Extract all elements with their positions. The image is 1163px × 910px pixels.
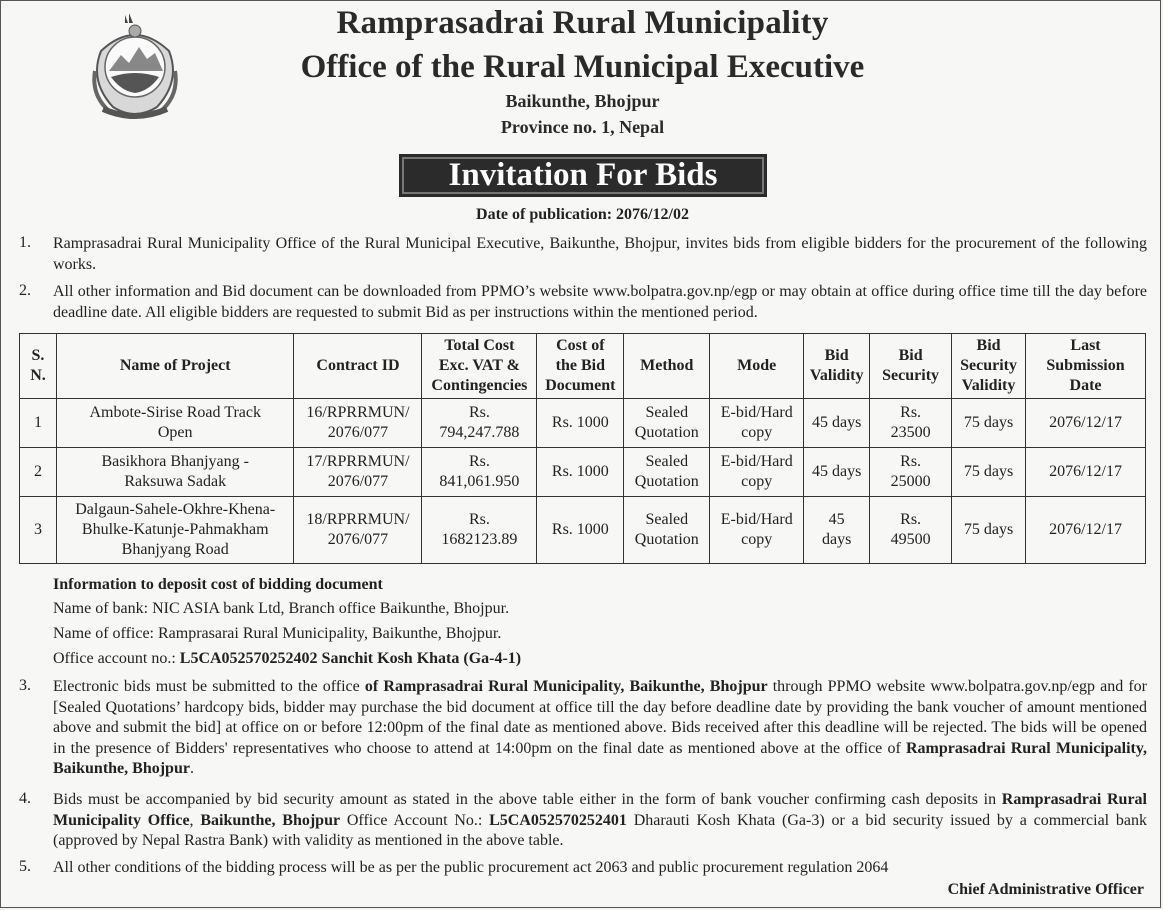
header-security-validity: Bid Security Validity bbox=[952, 334, 1026, 399]
cell-bid-validity: 45 days bbox=[804, 497, 870, 564]
cell-mode: E-bid/Hard copy bbox=[710, 448, 804, 497]
deposit-office: Name of office: Ramprasarai Rural Municipality, Baikunthe, Bhojpur. bbox=[53, 625, 502, 642]
item-number: 2. bbox=[19, 282, 31, 299]
cell-method: Sealed Quotation bbox=[624, 497, 710, 564]
cell-name: Ambote-Sirise Road Track Open bbox=[56, 399, 294, 448]
paragraph-5: All other conditions of the bidding process will be as per the public procurement act 2063 and public procurement regulation 2064 bbox=[53, 859, 889, 876]
cell-doc-cost: Rs. 1000 bbox=[537, 399, 624, 448]
header-mode: Mode bbox=[710, 334, 804, 399]
item-number: 4. bbox=[19, 790, 31, 807]
cell-sn: 2 bbox=[20, 448, 57, 497]
deposit-account: Office account no.: L5CA052570252402 Sanchit Kosh Khata (Ga-4-1) bbox=[53, 650, 522, 667]
cell-last-date: 2076/12/17 bbox=[1026, 399, 1146, 448]
cell-contract: 16/RPRRMUN/ 2076/077 bbox=[294, 399, 422, 448]
cell-last-date: 2076/12/17 bbox=[1026, 497, 1146, 564]
deposit-heading: Information to deposit cost of bidding document bbox=[53, 576, 383, 593]
cell-bid-security: Rs. 23500 bbox=[870, 399, 952, 448]
cell-method: Sealed Quotation bbox=[624, 448, 710, 497]
deposit-bank: Name of bank: NIC ASIA bank Ltd, Branch office Baikunthe, Bhojpur. bbox=[53, 600, 510, 617]
cell-bid-security: Rs. 25000 bbox=[870, 448, 952, 497]
cell-doc-cost: Rs. 1000 bbox=[537, 448, 624, 497]
header-last-date: Last Submission Date bbox=[1026, 334, 1146, 399]
address-line: Baikunthe, Bhojpur bbox=[505, 91, 660, 111]
item-number: 5. bbox=[19, 858, 31, 875]
cell-bid-validity: 45 days bbox=[804, 399, 870, 448]
bids-table bbox=[19, 333, 1146, 564]
header-contract: Contract ID bbox=[294, 334, 422, 399]
cell-bid-security: Rs. 49500 bbox=[870, 497, 952, 564]
office-title: Office of the Rural Municipal Executive bbox=[300, 49, 865, 85]
paragraph-3: Electronic bids must be submitted to the office of Ramprasadrai Rural Municipality, Baikunthe, Bhojpur through PPMO website www.bolpatra.gov.np/egp and for [Sealed Quotations’ hardcopy bids, bidder may purchase the bid document at office till the day before deadline date by providing the bank voucher of amount mentioned above and submit the bid] at office on or before 12:00pm of the final date as mentioned above. Bids received after this deadline will be rejected. The bids will be opened in the presence of Bidders' representatives who choose to attend at 14:00pm on the final date as mentioned above at the office of Ramprasadrai Rural Municipality, Baikunthe, Bhojpur. bbox=[53, 678, 1148, 777]
cell-total-cost: Rs. 841,061.950 bbox=[422, 448, 537, 497]
cell-total-cost: Rs. 794,247.788 bbox=[422, 399, 537, 448]
publication-date: Date of publication: 2076/12/02 bbox=[476, 206, 689, 223]
header-bid-security: Bid Security bbox=[870, 334, 952, 399]
paragraph-1: Ramprasadrai Rural Municipality Office of the Rural Municipal Executive, Baikunthe, Bhojpur, invites bids from eligible bidders for the procurement of the following works. bbox=[53, 235, 1147, 273]
cell-security-validity: 75 days bbox=[952, 497, 1026, 564]
table-row bbox=[20, 399, 1146, 448]
header-doc-cost: Cost of the Bid Document bbox=[537, 334, 624, 399]
province-line: Province no. 1, Nepal bbox=[500, 117, 665, 137]
cell-name: Dalgaun-Sahele-Okhre-Khena- Bhulke-Katunje-Pahmakham Bhanjyang Road bbox=[56, 497, 294, 564]
signature-title: Chief Administrative Officer bbox=[947, 881, 1144, 898]
cell-name: Basikhora Bhanjyang - Raksuwa Sadak bbox=[56, 448, 294, 497]
paragraph-4: Bids must be accompanied by bid security amount as stated in the above table either in the form of bank voucher confirming cash deposits in Ramprasadrai Rural Municipality Office, Baikunthe, Bhojpur Office Account No.: L5CA052570252401 Dharauti Kosh Khata (Ga-3) or a bid security issued by a commercial bank (approved by Nepal Rastra Bank) with validity as mentioned in the above table. bbox=[53, 791, 1148, 849]
header-bid-validity: Bid Validity bbox=[804, 334, 870, 399]
cell-sn: 3 bbox=[20, 497, 57, 564]
header-sn: S. N. bbox=[20, 334, 57, 399]
cell-security-validity: 75 days bbox=[952, 399, 1026, 448]
paragraph-2: All other information and Bid document can be downloaded from PPMO’s website www.bolpatra.gov.np/egp or may obtain at office during office time till the day before deadline date. All eligible bidders are requested to submit Bid as per instructions within the mentioned period. bbox=[53, 283, 1147, 321]
cell-security-validity: 75 days bbox=[952, 448, 1026, 497]
cell-sn: 1 bbox=[20, 399, 57, 448]
cell-method: Sealed Quotation bbox=[624, 399, 710, 448]
municipality-title: Ramprasadrai Rural Municipality bbox=[336, 5, 829, 41]
item-number: 3. bbox=[19, 677, 31, 694]
invitation-banner: Invitation For Bids bbox=[399, 154, 767, 197]
cell-last-date: 2076/12/17 bbox=[1026, 448, 1146, 497]
cell-contract: 18/RPRRMUN/ 2076/077 bbox=[294, 497, 422, 564]
header-name: Name of Project bbox=[56, 334, 294, 399]
header-method: Method bbox=[624, 334, 710, 399]
header-total-cost: Total Cost Exc. VAT & Contingencies bbox=[422, 334, 537, 399]
table-row bbox=[20, 497, 1146, 564]
item-number: 1. bbox=[19, 234, 31, 251]
table-row bbox=[20, 448, 1146, 497]
cell-mode: E-bid/Hard copy bbox=[710, 497, 804, 564]
table-header-row bbox=[20, 334, 1146, 399]
cell-doc-cost: Rs. 1000 bbox=[537, 497, 624, 564]
cell-contract: 17/RPRRMUN/ 2076/077 bbox=[294, 448, 422, 497]
cell-bid-validity: 45 days bbox=[804, 448, 870, 497]
cell-total-cost: Rs. 1682123.89 bbox=[422, 497, 537, 564]
cell-mode: E-bid/Hard copy bbox=[710, 399, 804, 448]
